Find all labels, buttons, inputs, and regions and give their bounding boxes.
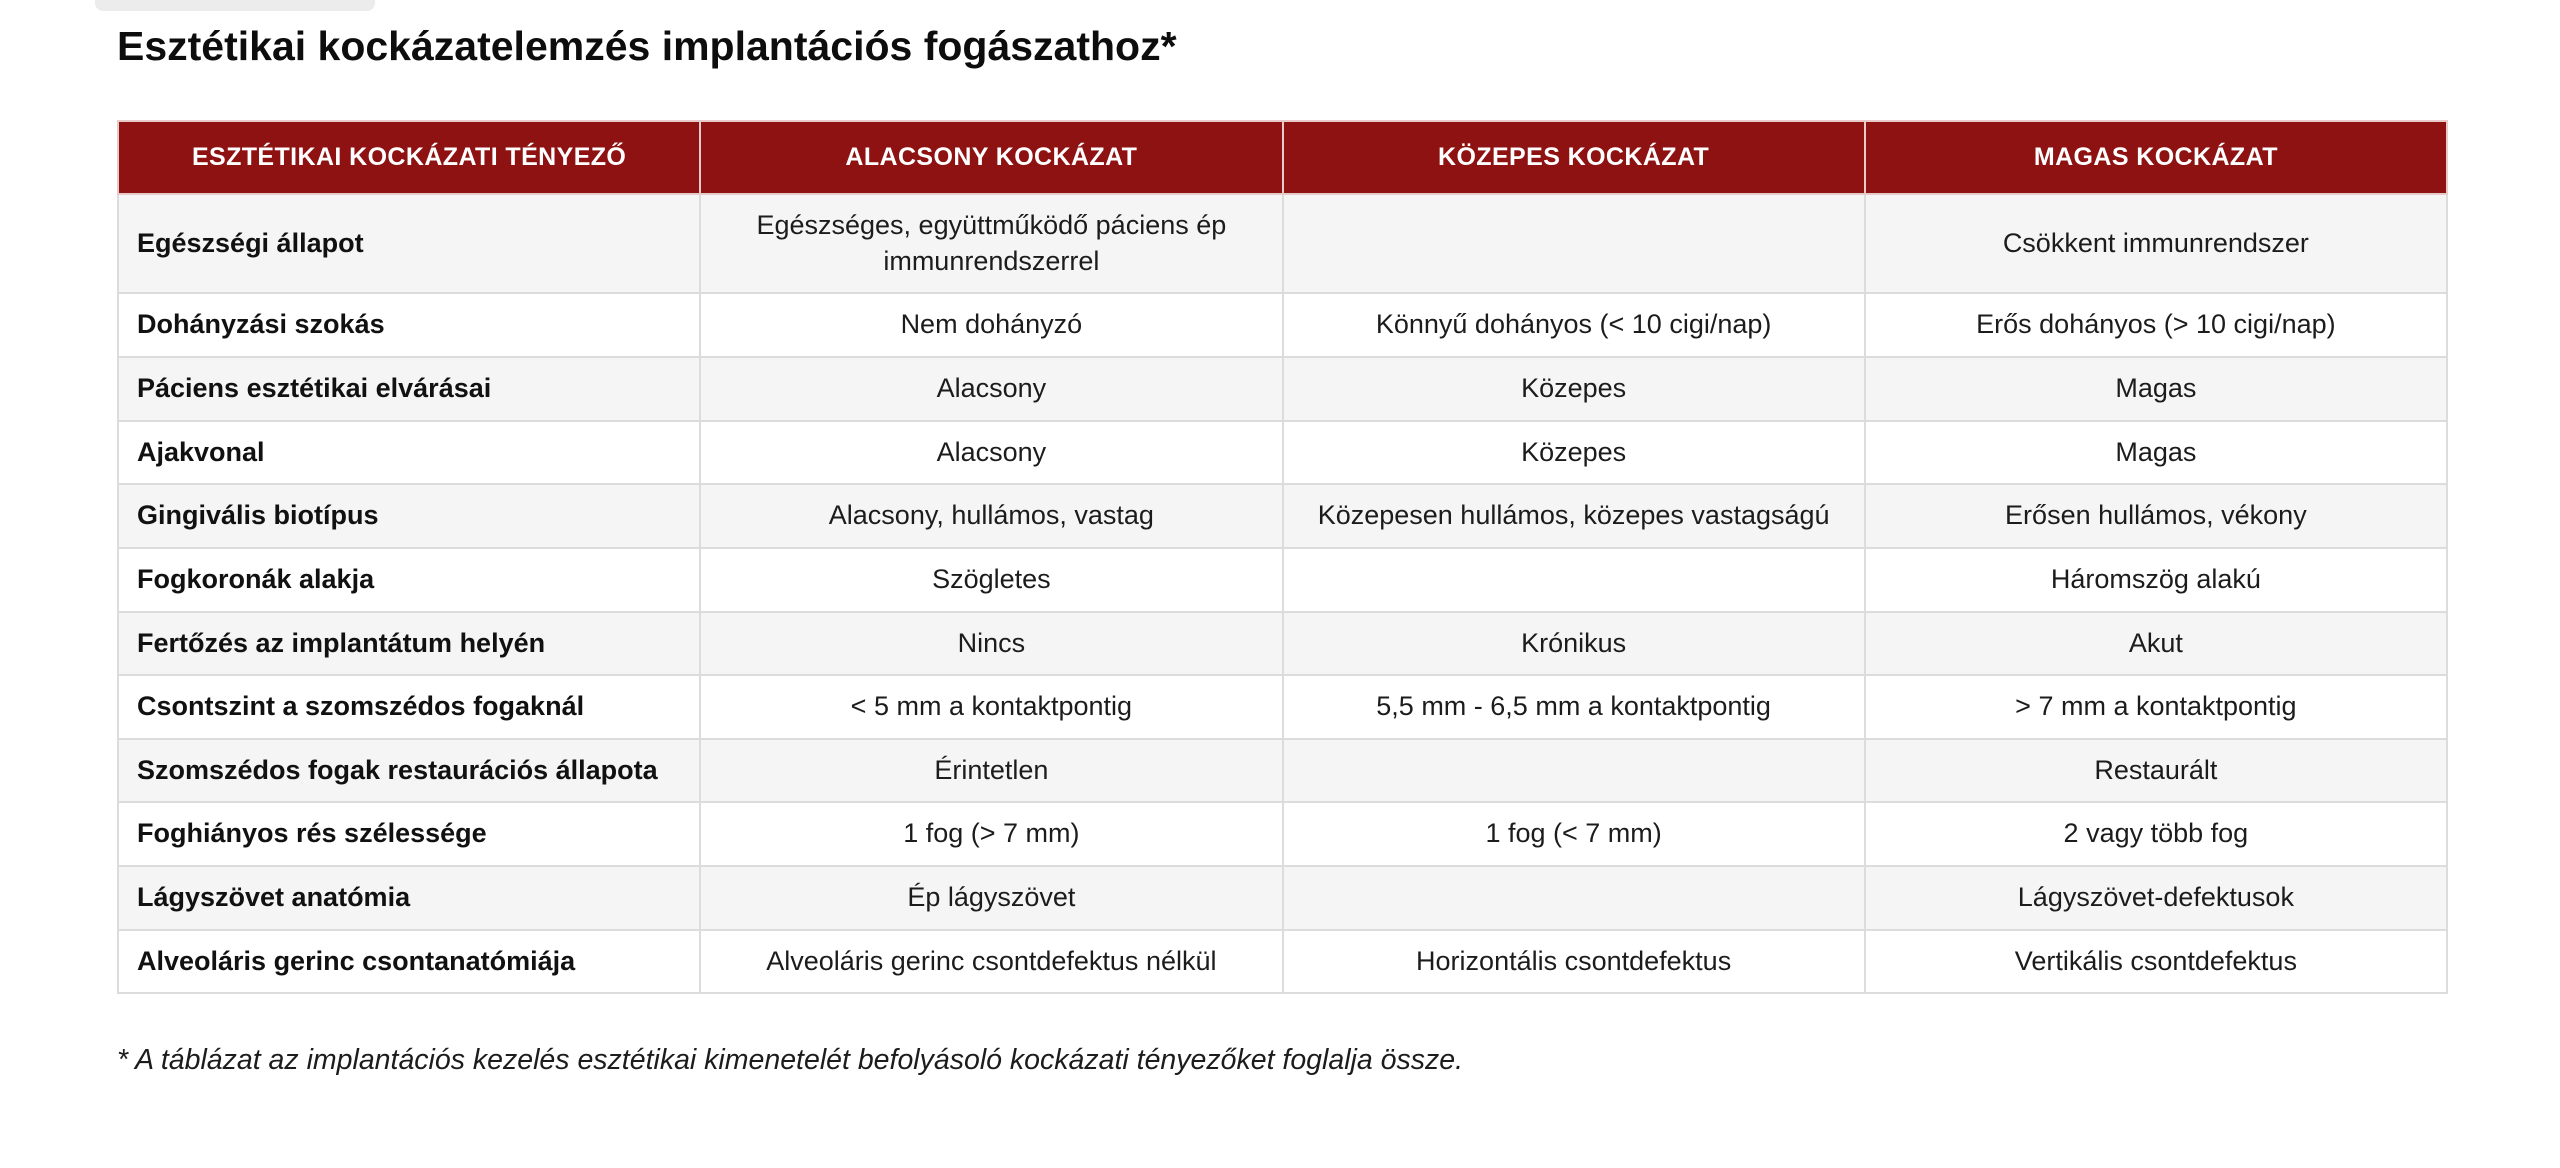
risk-factor-cell: Gingivális biotípus (118, 484, 700, 548)
risk-factor-cell: Fertőzés az implantátum helyén (118, 612, 700, 676)
medium-risk-cell (1283, 739, 1865, 803)
risk-factor-cell: Foghiányos rés szélessége (118, 802, 700, 866)
medium-risk-cell: Közepes (1283, 357, 1865, 421)
medium-risk-cell: Közepesen hullámos, közepes vastagságú (1283, 484, 1865, 548)
header-row (118, 121, 2447, 194)
low-risk-cell: Alacsony (700, 421, 1282, 485)
table-row (118, 293, 2447, 357)
table-row (118, 930, 2447, 994)
high-risk-cell: Magas (1865, 357, 2447, 421)
table-header (118, 121, 2447, 194)
low-risk-cell: Nem dohányzó (700, 293, 1282, 357)
medium-risk-cell: 5,5 mm - 6,5 mm a kontaktpontig (1283, 675, 1865, 739)
high-risk-cell: > 7 mm a kontaktpontig (1865, 675, 2447, 739)
low-risk-cell: Ép lágyszövet (700, 866, 1282, 930)
column-header-medium-risk: KÖZEPES KOCKÁZAT (1283, 121, 1865, 194)
high-risk-cell: Lágyszövet-defektusok (1865, 866, 2447, 930)
low-risk-cell: Alacsony, hullámos, vastag (700, 484, 1282, 548)
column-header-high-risk: MAGAS KOCKÁZAT (1865, 121, 2447, 194)
risk-factor-cell: Egészségi állapot (118, 194, 700, 293)
low-risk-cell: Érintetlen (700, 739, 1282, 803)
high-risk-cell: 2 vagy több fog (1865, 802, 2447, 866)
high-risk-cell: Erős dohányos (> 10 cigi/nap) (1865, 293, 2447, 357)
risk-factor-cell: Dohányzási szokás (118, 293, 700, 357)
low-risk-cell: < 5 mm a kontaktpontig (700, 675, 1282, 739)
high-risk-cell: Vertikális csontdefektus (1865, 930, 2447, 994)
high-risk-cell: Restaurált (1865, 739, 2447, 803)
page-title: Esztétikai kockázatelemzés implantációs fogászathoz* (117, 23, 1177, 69)
table-row (118, 484, 2447, 548)
footnote: * A táblázat az implantációs kezelés esztétikai kimenetelét befolyásoló kockázati tényezőket foglalja össze. (117, 1044, 1464, 1077)
risk-table (117, 120, 2448, 994)
table-row (118, 421, 2447, 485)
risk-factor-cell: Csontszint a szomszédos fogaknál (118, 675, 700, 739)
table-row (118, 866, 2447, 930)
table-row (118, 612, 2447, 676)
low-risk-cell: Nincs (700, 612, 1282, 676)
column-header-risk-factor: ESZTÉTIKAI KOCKÁZATI TÉNYEZŐ (118, 121, 700, 194)
risk-factor-cell: Szomszédos fogak restaurációs állapota (118, 739, 700, 803)
low-risk-cell: Alveoláris gerinc csontdefektus nélkül (700, 930, 1282, 994)
column-header-low-risk: ALACSONY KOCKÁZAT (700, 121, 1282, 194)
risk-factor-cell: Ajakvonal (118, 421, 700, 485)
high-risk-cell: Akut (1865, 612, 2447, 676)
low-risk-cell: Alacsony (700, 357, 1282, 421)
table-row (118, 548, 2447, 612)
table-row (118, 194, 2447, 293)
medium-risk-cell: 1 fog (< 7 mm) (1283, 802, 1865, 866)
risk-factor-cell: Páciens esztétikai elvárásai (118, 357, 700, 421)
table-body (118, 194, 2447, 993)
top-edge-artifact (95, 0, 375, 11)
medium-risk-cell (1283, 866, 1865, 930)
table-row (118, 739, 2447, 803)
table-row (118, 675, 2447, 739)
high-risk-cell: Magas (1865, 421, 2447, 485)
medium-risk-cell (1283, 548, 1865, 612)
medium-risk-cell: Könnyű dohányos (< 10 cigi/nap) (1283, 293, 1865, 357)
high-risk-cell: Erősen hullámos, vékony (1865, 484, 2447, 548)
medium-risk-cell: Krónikus (1283, 612, 1865, 676)
high-risk-cell: Csökkent immunrendszer (1865, 194, 2447, 293)
table-row (118, 802, 2447, 866)
low-risk-cell: Egészséges, együttműködő páciens ép immunrendszerrel (700, 194, 1282, 293)
low-risk-cell: Szögletes (700, 548, 1282, 612)
page-content (117, 0, 2448, 1077)
low-risk-cell: 1 fog (> 7 mm) (700, 802, 1282, 866)
risk-factor-cell: Alveoláris gerinc csontanatómiája (118, 930, 700, 994)
risk-factor-cell: Lágyszövet anatómia (118, 866, 700, 930)
risk-factor-cell: Fogkoronák alakja (118, 548, 700, 612)
medium-risk-cell (1283, 194, 1865, 293)
medium-risk-cell: Horizontális csontdefektus (1283, 930, 1865, 994)
table-row (118, 357, 2447, 421)
high-risk-cell: Háromszög alakú (1865, 548, 2447, 612)
medium-risk-cell: Közepes (1283, 421, 1865, 485)
